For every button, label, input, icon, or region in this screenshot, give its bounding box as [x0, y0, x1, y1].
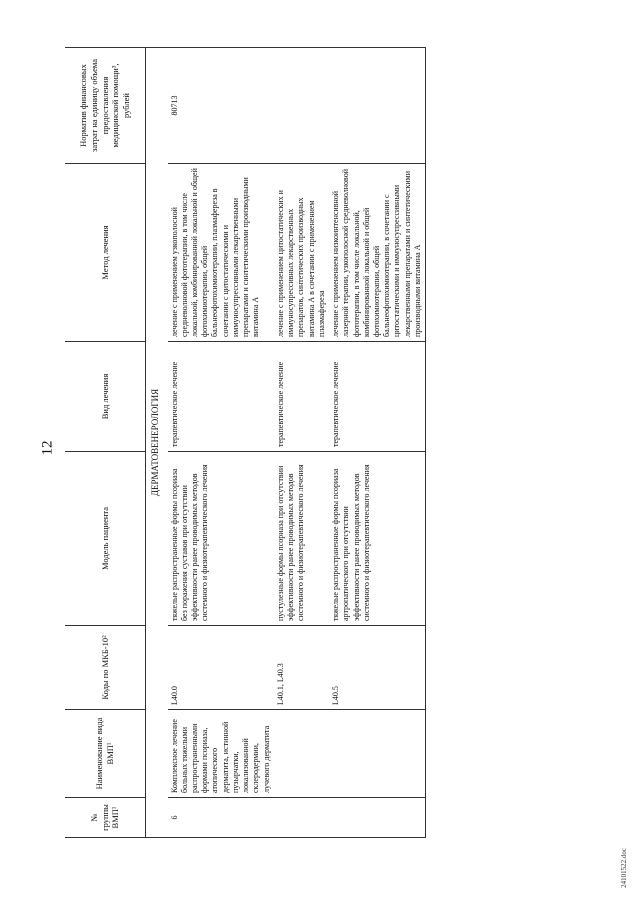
- empty-cell: [274, 48, 329, 164]
- method-cell: лечение с применением цитостатических и иммуносупрессивных лекарственных препаратов, синтетических производных витамина А в сочетании с применением плазмафереза: [274, 164, 329, 342]
- model-cell: пустулезные формы псориаза при отсутствии эффективности ранее проводимых методов системного и физиотерапевтического лечения: [274, 452, 329, 626]
- bottom-border: [425, 48, 426, 838]
- landscape-table-wrapper: [65, 48, 625, 838]
- header-vmp-name: Наименование вида ВМП¹: [65, 710, 146, 798]
- codes-cell: L40.1, L40.3: [274, 626, 329, 710]
- table-bottom-rule: [425, 48, 426, 838]
- table-row: [329, 48, 425, 838]
- header-icd-codes: Коды по МКБ-10²: [65, 626, 146, 710]
- method-cell: лечение с применением узкополосной средневолновой фототерапии, в том числе локальной, комбинированной локальной и общей фотохимиотерапии, общей бальнеофотохимиотерапии, плазмафереза в сочетании с цитостатическими и иммуносупрессивными лекарственными препаратами и синтетическими производными витамина А: [168, 164, 274, 342]
- type-cell: терапевтическое лечение: [329, 342, 425, 452]
- empty-cell: [274, 710, 329, 798]
- table-row: [168, 48, 274, 838]
- section-row: [146, 48, 168, 838]
- footer-file-name: 24101522.doc: [620, 848, 628, 888]
- empty-cell: [329, 710, 425, 798]
- type-cell: терапевтическое лечение: [274, 342, 329, 452]
- table-header-row: [65, 48, 146, 838]
- group-name-cell: Комплексное лечение больных тяжелыми распространенными формами псориаза, атопического дерматита, истинной пузырчатки, локализованной склеродермии, лучевого дерматита: [168, 710, 274, 798]
- rotated-table-area: [65, 48, 625, 838]
- header-treatment-method: Метод лечения: [65, 164, 146, 342]
- method-cell: лечение с применением низкоинтенсивной лазерной терапии, узкополосной средневолновой фототерапии, в том числе локальной, комбинированной локальной и общей фотохимиотерапии, общей бальнеофотохимиотерапии, в сочетании с цитостатическими и иммуносупрессивными лекарственными препаратами и синтетическими производными витамина А: [329, 164, 425, 342]
- header-group-number: № группы ВМП¹: [65, 798, 146, 838]
- header-patient-model: Модель пациента: [65, 452, 146, 626]
- codes-cell: L40.5: [329, 626, 425, 710]
- header-treatment-type: Вид лечения: [65, 342, 146, 452]
- type-cell: терапевтическое лечение: [168, 342, 274, 452]
- model-cell: тяжелые распространенные формы псориаза без поражения суставов при отсутствии эффективности ранее проводимых методов системного и физиотерапевтического лечения: [168, 452, 274, 626]
- norm-value-cell: 80713: [168, 48, 274, 164]
- group-number-cell: 6: [168, 798, 274, 838]
- empty-cell: [329, 798, 425, 838]
- section-title: ДЕРМАТОВЕНЕРОЛОГИЯ: [146, 48, 168, 838]
- codes-cell: L40.0: [168, 626, 274, 710]
- empty-cell: [274, 798, 329, 838]
- model-cell: тяжелые распространенные формы псориаза артропатического при отсутствии эффективности ранее проводимых методов системного и физиотерапевтического лечения: [329, 452, 425, 626]
- header-cost-norm: Норматив финансовых затрат на единицу объема предоставления медицинской помощи³, рублей: [65, 48, 146, 164]
- empty-cell: [329, 48, 425, 164]
- vmp-table: [65, 47, 426, 838]
- page-number: 12: [39, 440, 56, 456]
- table-row: [274, 48, 329, 838]
